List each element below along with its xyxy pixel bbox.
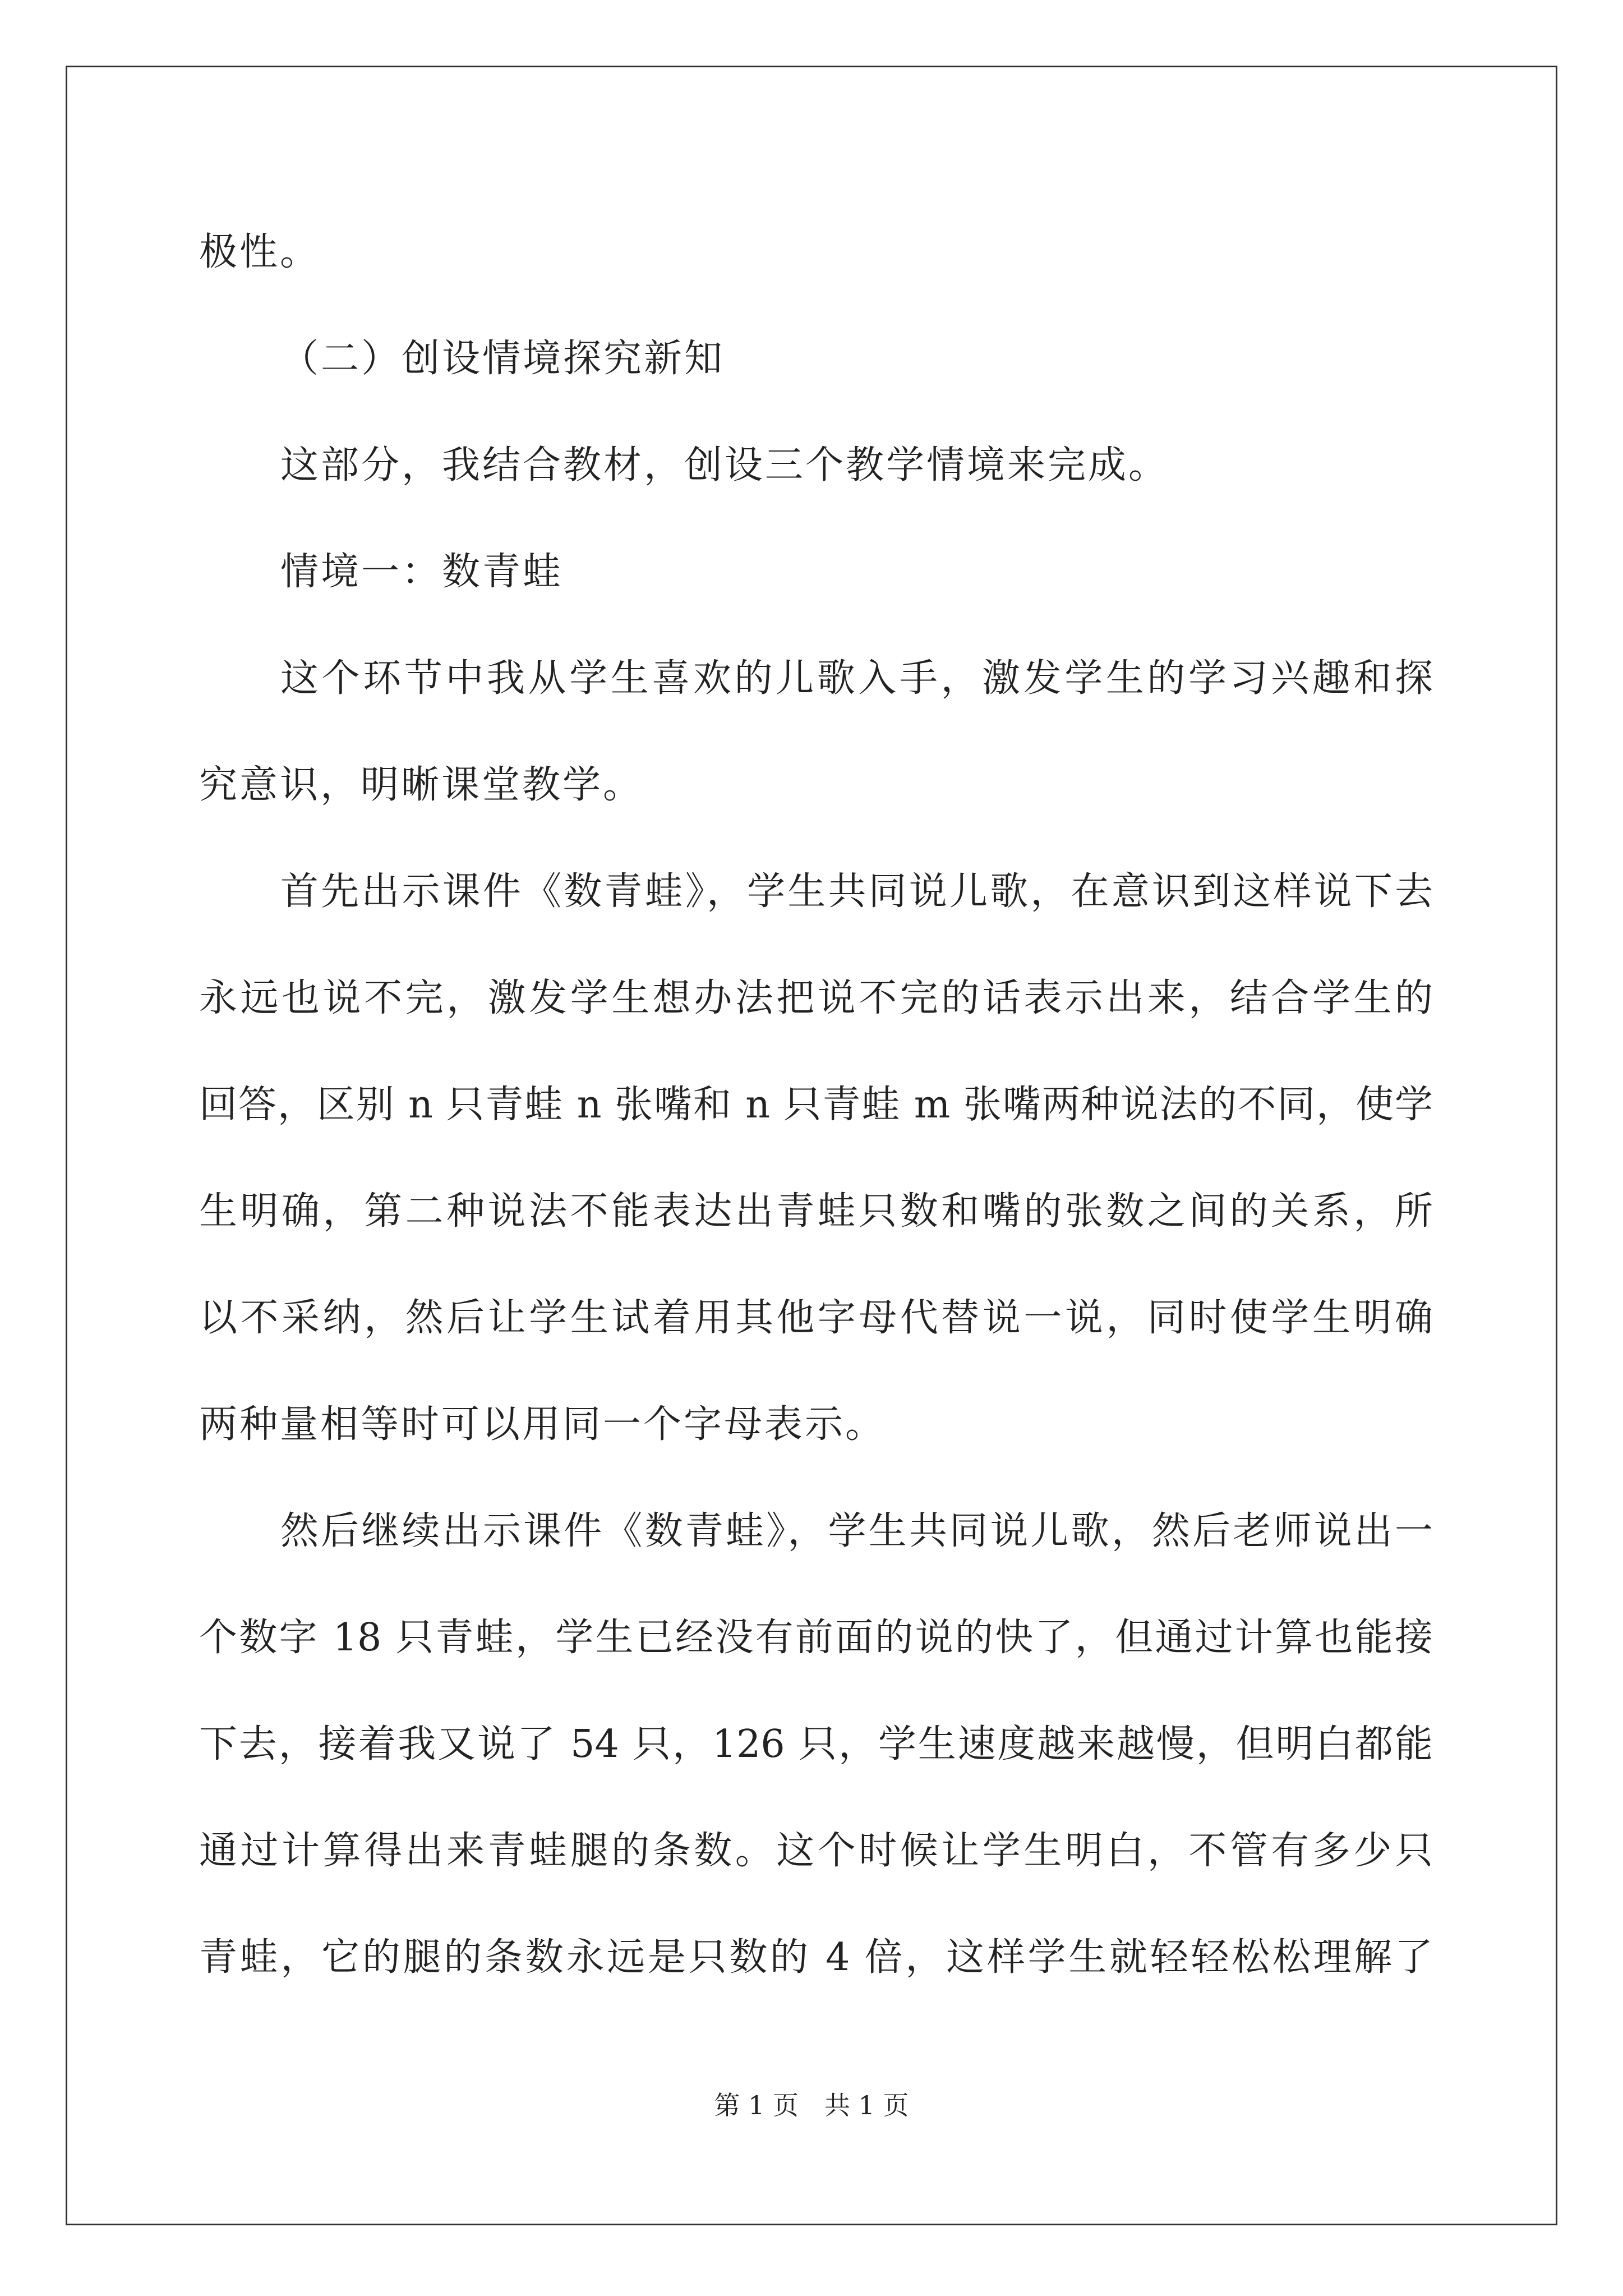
page-border: [66, 66, 1557, 2225]
text-line: 青蛙，它的腿的条数永远是只数的 4 倍，这样学生就轻轻松松理解了: [199, 1935, 1433, 1980]
text-line: 以不采纳，然后让学生试着用其他字母代替说一说，同时使学生明确: [199, 1296, 1433, 1340]
text-line: 通过计算得出来青蛙腿的条数。这个时候让学生明白，不管有多少只: [199, 1829, 1433, 1873]
text-line: 两种量相等时可以用同一个字母表示。: [199, 1402, 886, 1447]
text-line: 极性。: [199, 230, 321, 274]
text-line: 回答，区别 n 只青蛙 n 张嘴和 n 只青蛙 m 张嘴两种说法的不同，使学: [199, 1083, 1433, 1127]
subsection-heading: 情境一：数青蛙: [280, 550, 564, 594]
section-heading: （二）创设情境探究新知: [280, 337, 725, 381]
text-line: 这部分，我结合教材，创设三个教学情境来完成。: [280, 443, 1169, 487]
text-line: 究意识，明晰课堂教学。: [199, 763, 644, 807]
text-line: 永远也说不完，激发学生想办法把说不完的话表示出来，结合学生的: [199, 976, 1433, 1020]
text-line: 这个环节中我从学生喜欢的儿歌入手，激发学生的学习兴趣和探: [280, 656, 1433, 701]
text-line: 然后继续出示课件《数青蛙》，学生共同说儿歌，然后老师说出一: [280, 1509, 1433, 1553]
text-line: 个数字 18 只青蛙，学生已经没有前面的说的快了，但通过计算也能接: [199, 1616, 1433, 1660]
page-footer: 第 1 页 共 1 页: [714, 2090, 909, 2120]
text-line: 生明确，第二种说法不能表达出青蛙只数和嘴的张数之间的关系，所: [199, 1189, 1433, 1234]
text-line: 下去，接着我又说了 54 只，126 只，学生速度越来越慢，但明白都能: [199, 1722, 1433, 1766]
text-line: 首先出示课件《数青蛙》，学生共同说儿歌，在意识到这样说下去: [280, 869, 1433, 914]
